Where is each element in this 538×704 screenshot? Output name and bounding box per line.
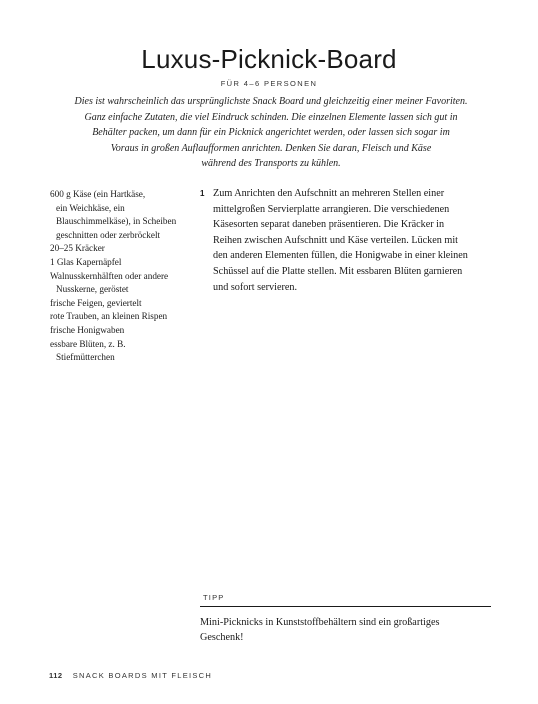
- step-line: Käsesorten separat daneben präsentieren. Die Kräcker in: [213, 219, 445, 231]
- intro-line: Voraus in großen Auflaufformen anrichten. Denken Sie daran, Fleisch und Käse: [110, 142, 432, 154]
- ingredient-item: [50, 242, 200, 256]
- ingredient-line: Blauschimmelkäse), in Scheiben: [56, 216, 177, 227]
- step-number: 1: [200, 189, 205, 198]
- ingredient-line: Walnusskernhälften oder andere: [50, 270, 169, 281]
- ingredient-list: [50, 188, 200, 365]
- ingredient-line: rote Trauben, an kleinen Rispen: [50, 311, 168, 322]
- method-steps: [200, 186, 500, 295]
- ingredient-item: [50, 188, 200, 242]
- tip-line: Geschenk!: [200, 632, 244, 644]
- step-line: Schüssel auf die Platte stellen. Mit essbaren Blüten garnieren: [213, 265, 463, 277]
- ingredient-line: 600 g Käse (ein Hartkäse,: [50, 189, 146, 199]
- ingredient-line: 1 Glas Kapernäpfel: [50, 256, 122, 267]
- serves-count: FÜR 4–6 PERSONEN: [220, 79, 318, 88]
- ingredient-item: [50, 256, 200, 270]
- step-line: und sofort servieren.: [213, 281, 298, 293]
- ingredient-item: [50, 270, 200, 297]
- ingredient-line: ein Weichkäse, ein: [56, 202, 125, 213]
- intro-line: Dies ist wahrscheinlich das ursprünglichste Snack Board und gleichzeitig einer meiner Favoriten.: [74, 96, 468, 107]
- method-step: [200, 186, 500, 295]
- step-line: den anderen Elementen füllen, die Honigwabe in einer kleinen: [213, 250, 468, 262]
- ingredient-item: [50, 310, 200, 324]
- tip-divider: [200, 606, 491, 607]
- section-name: SNACK BOARDS MIT FLEISCH: [72, 671, 213, 680]
- ingredient-line: 20–25 Kräcker: [50, 243, 105, 254]
- page-footer: [49, 671, 212, 680]
- page-number: 112: [49, 671, 63, 680]
- tip-line: Mini-Picknicks in Kunststoffbehältern sind ein großartiges: [200, 617, 440, 628]
- intro-line: während des Transports zu kühlen.: [201, 158, 341, 169]
- ingredient-item: [50, 338, 200, 365]
- step-line: Reihen zwischen Aufschnitt und Käse verteilen. Lücken mit: [213, 234, 458, 246]
- step-text: [213, 186, 500, 295]
- step-line: mittelgroßen Servierplatte arrangieren. Die verschiedenen: [213, 203, 450, 215]
- ingredient-line: frische Feigen, geviertelt: [50, 297, 142, 308]
- ingredient-line: frische Honigwaben: [50, 324, 125, 335]
- tip-label: TIPP: [203, 593, 225, 602]
- ingredient-item: [50, 324, 200, 338]
- ingredient-line: geschnitten oder zerbröckelt: [56, 229, 161, 240]
- ingredient-item: [50, 297, 200, 311]
- intro-line: Behälter packen, um dann für ein Picknick angerichtet werden, oder lassen sich sogar im: [92, 127, 450, 138]
- ingredient-line: Stiefmütterchen: [56, 352, 115, 363]
- tip-text: [200, 615, 500, 646]
- step-line: Zum Anrichten den Aufschnitt an mehreren Stellen einer: [213, 188, 445, 199]
- intro-line: Ganz einfache Zutaten, die viel Eindruck schinden. Die einzelnen Elemente lassen sich gut in: [84, 111, 458, 123]
- ingredient-line: Nusskerne, geröstet: [56, 284, 129, 295]
- recipe-title: Luxus-Picknick-Board: [141, 44, 397, 74]
- recipe-intro: [56, 94, 486, 172]
- ingredient-line: essbare Blüten, z. B.: [50, 338, 126, 349]
